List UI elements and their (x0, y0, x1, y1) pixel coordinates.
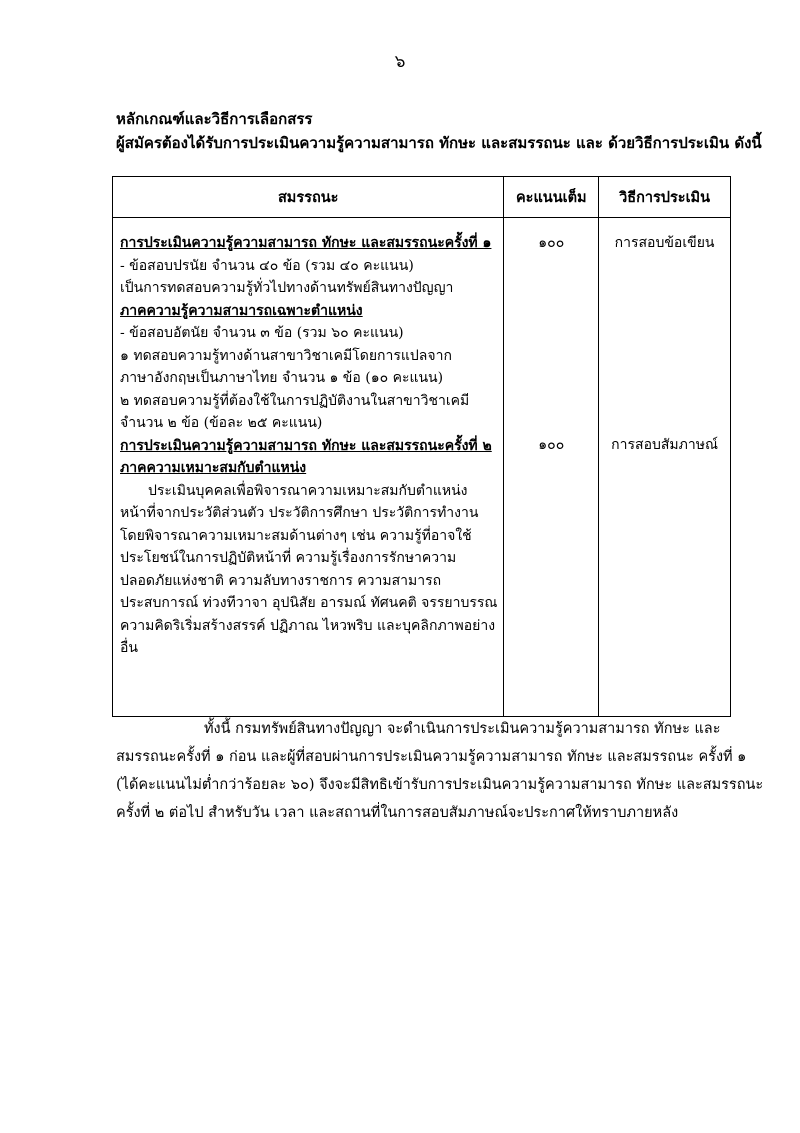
paragraph-line: ทั้งนี้ กรมทรัพย์สินทางปัญญา จะดำเนินการประเมินความรู้ความสามารถ ทักษะ และ (204, 721, 721, 737)
method-cell (599, 218, 731, 717)
list-item: - ข้อสอบอัตนัย จำนวน ๓ ข้อ (รวม ๖๐ คะแนน) (120, 325, 404, 341)
list-item: ภาษาอังกฤษเป็นภาษาไทย จำนวน ๑ ข้อ (๑๐ คะแนน) (120, 370, 444, 386)
intro-text: ผู้สมัครต้องได้รับการประเมินความรู้ความสามารถ ทักษะ และสมรรถนะ และ ด้วยวิธีการประเมิน ดังนี้ (116, 134, 762, 152)
header-competency: สมรรถนะ (113, 177, 504, 218)
score-cell (504, 218, 599, 717)
description-line: โดยพิจารณาความเหมาะสมด้านต่างๆ เช่น ความรู้ที่อาจใช้ (120, 527, 472, 544)
description-line: อื่น (120, 640, 138, 656)
description-line: ประสบการณ์ ท่วงทีวาจา อุปนิสัย อารมณ์ ทัศนคติ จรรยาบรรณ (120, 595, 498, 611)
description-line: ประเมินบุคคลเพื่อพิจารณาความเหมาะสมกับตำแหน่ง (148, 482, 468, 499)
paragraph-line: สมรรถนะครั้งที่ ๑ ก่อน และผู้ที่สอบผ่านการประเมินความรู้ความสามารถ ทักษะ และสมรรถนะ ครั้งที่ ๑ (116, 749, 747, 765)
page-number: ๖ (394, 52, 406, 72)
score-2: ๑๐๐ (538, 437, 565, 453)
subsection-title: ภาคความเหมาะสมกับตำแหน่ง (120, 460, 307, 476)
paragraph-line: ครั้งที่ ๒ ต่อไป สำหรับวัน เวลา และสถานที่ในการสอบสัมภาษณ์จะประกาศให้ทราบภายหลัง (116, 805, 679, 821)
method-1: การสอบข้อเขียน (614, 235, 715, 251)
competency-cell (113, 218, 504, 717)
list-item: เป็นการทดสอบความรู้ทั่วไปทางด้านทรัพย์สินทางปัญญา (120, 280, 454, 296)
method-2: การสอบสัมภาษณ์ (611, 437, 718, 453)
list-item: จำนวน ๒ ข้อ (ข้อละ ๒๕ คะแนน) (120, 415, 323, 431)
header-method: วิธีการประเมิน (599, 177, 731, 218)
header-full-score: คะแนนเต็ม (504, 177, 599, 218)
description-line: ประโยชน์ในการปฏิบัติหน้าที่ ความรู้เรื่องการรักษาความ (120, 550, 457, 566)
list-item: ๒ ทดสอบความรู้ที่ต้องใช้ในการปฏิบัติงานในสาขาวิชาเคมี (120, 392, 470, 409)
subsection-title: ภาคความรู้ความสามารถเฉพาะตำแหน่ง (120, 302, 363, 319)
list-item: - ข้อสอบปรนัย จำนวน ๔๐ ข้อ (รวม ๔๐ คะแนน) (120, 257, 414, 274)
paragraph-line: (ได้คะแนนไม่ต่ำกว่าร้อยละ ๖๐) จึงจะมีสิทธิเข้ารับการประเมินความรู้ความสามารถ ทักษะ และสมรรถนะ (116, 777, 764, 793)
closing-paragraph (116, 715, 764, 827)
list-item: ๑ ทดสอบความรู้ทางด้านสาขาวิชาเคมีโดยการแปลจาก (120, 347, 452, 364)
assessment-2-title: การประเมินความรู้ความสามารถ ทักษะ และสมรรถนะครั้งที่ ๒ (120, 437, 492, 454)
assessment-1-title: การประเมินความรู้ความสามารถ ทักษะ และสมรรถนะครั้งที่ ๑ (120, 235, 492, 251)
description-line: หน้าที่จากประวัติส่วนตัว ประวัติการศึกษา ประวัติการทำงาน (120, 505, 479, 521)
table-row (113, 218, 731, 717)
competency-table (112, 176, 731, 717)
description-line: ความคิดริเริ่มสร้างสรรค์ ปฏิภาณ ไหวพริบ และบุคลิกภาพอย่าง (120, 617, 496, 634)
description-line: ปลอดภัยแห่งชาติ ความลับทางราชการ ความสามารถ (120, 572, 442, 589)
table-header-row (113, 177, 731, 218)
section-heading: หลักเกณฑ์และวิธีการเลือกสรร (116, 110, 313, 128)
score-1: ๑๐๐ (538, 235, 565, 251)
